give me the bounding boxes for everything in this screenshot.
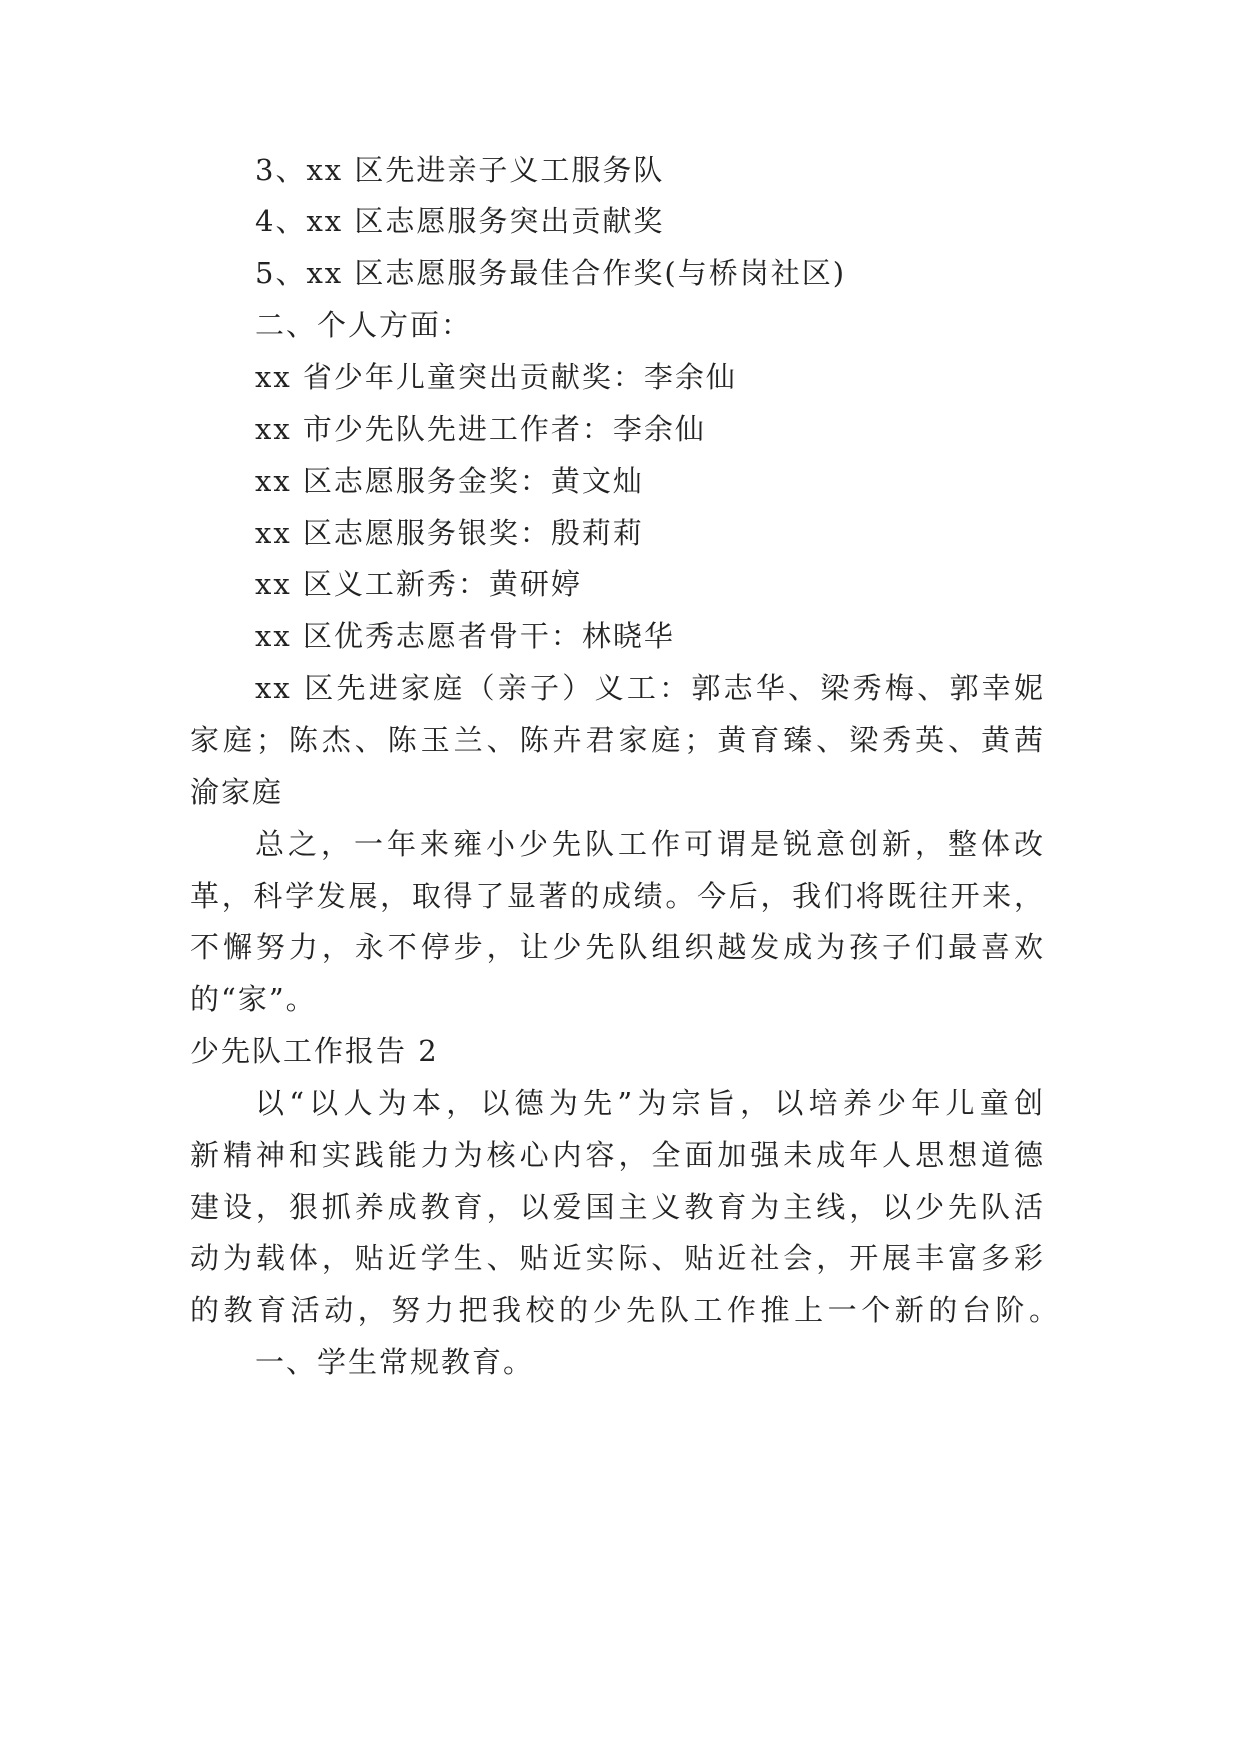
personal-award-1: xx 省少年儿童突出贡献奖：李余仙 [255,360,737,394]
personal-award-2: xx 市少先队先进工作者：李余仙 [255,412,706,446]
report-2-line-2: 新精神和实践能力为核心内容，全面加强未成年人思想道德 [190,1138,1045,1172]
personal-award-3: xx 区志愿服务金奖：黄文灿 [255,464,644,498]
award-line-5: 5、xx 区志愿服务最佳合作奖(与桥岗社区) [255,256,847,290]
summary-line-1: 总之，一年来雍小少先队工作可谓是锐意创新，整体改 [255,827,1045,861]
personal-award-5: xx 区义工新秀：黄研婷 [255,567,582,601]
report-2-line-3: 建设，狠抓养成教育，以爱国主义教育为主线，以少先队活 [190,1190,1045,1224]
award-line-3: 3、xx 区先进亲子义工服务队 [255,153,665,187]
summary-line-2: 革，科学发展，取得了显著的成绩。今后，我们将既往开来， [190,879,1045,913]
personal-award-4: xx 区志愿服务银奖：殷莉莉 [255,516,644,550]
family-award-line-1: xx 区先进家庭（亲子）义工：郭志华、梁秀梅、郭幸妮 [255,671,1045,705]
report-2-line-4: 动为载体，贴近学生、贴近实际、贴近社会，开展丰富多彩 [190,1241,1045,1275]
award-line-4: 4、xx 区志愿服务突出贡献奖 [255,204,665,238]
report-2-line-1: 以“以人为本，以德为先”为宗旨，以培养少年儿童创 [255,1086,1045,1120]
section-heading-personal: 二、个人方面： [255,308,473,342]
personal-award-6: xx 区优秀志愿者骨干：林晓华 [255,619,675,653]
family-award-line-2: 家庭；陈杰、陈玉兰、陈卉君家庭；黄育臻、梁秀英、黄茜 [190,723,1045,757]
section-heading-routine-education: 一、学生常规教育。 [255,1345,535,1379]
summary-line-4: 的“家”。 [190,982,317,1016]
summary-line-3: 不懈努力，永不停步，让少先队组织越发成为孩子们最喜欢 [190,930,1045,964]
report-2-title: 少先队工作报告 2 [190,1034,439,1068]
family-award-line-3: 渝家庭 [190,775,284,809]
report-2-line-5: 的教育活动，努力把我校的少先队工作推上一个新的台阶。 [190,1293,1060,1327]
